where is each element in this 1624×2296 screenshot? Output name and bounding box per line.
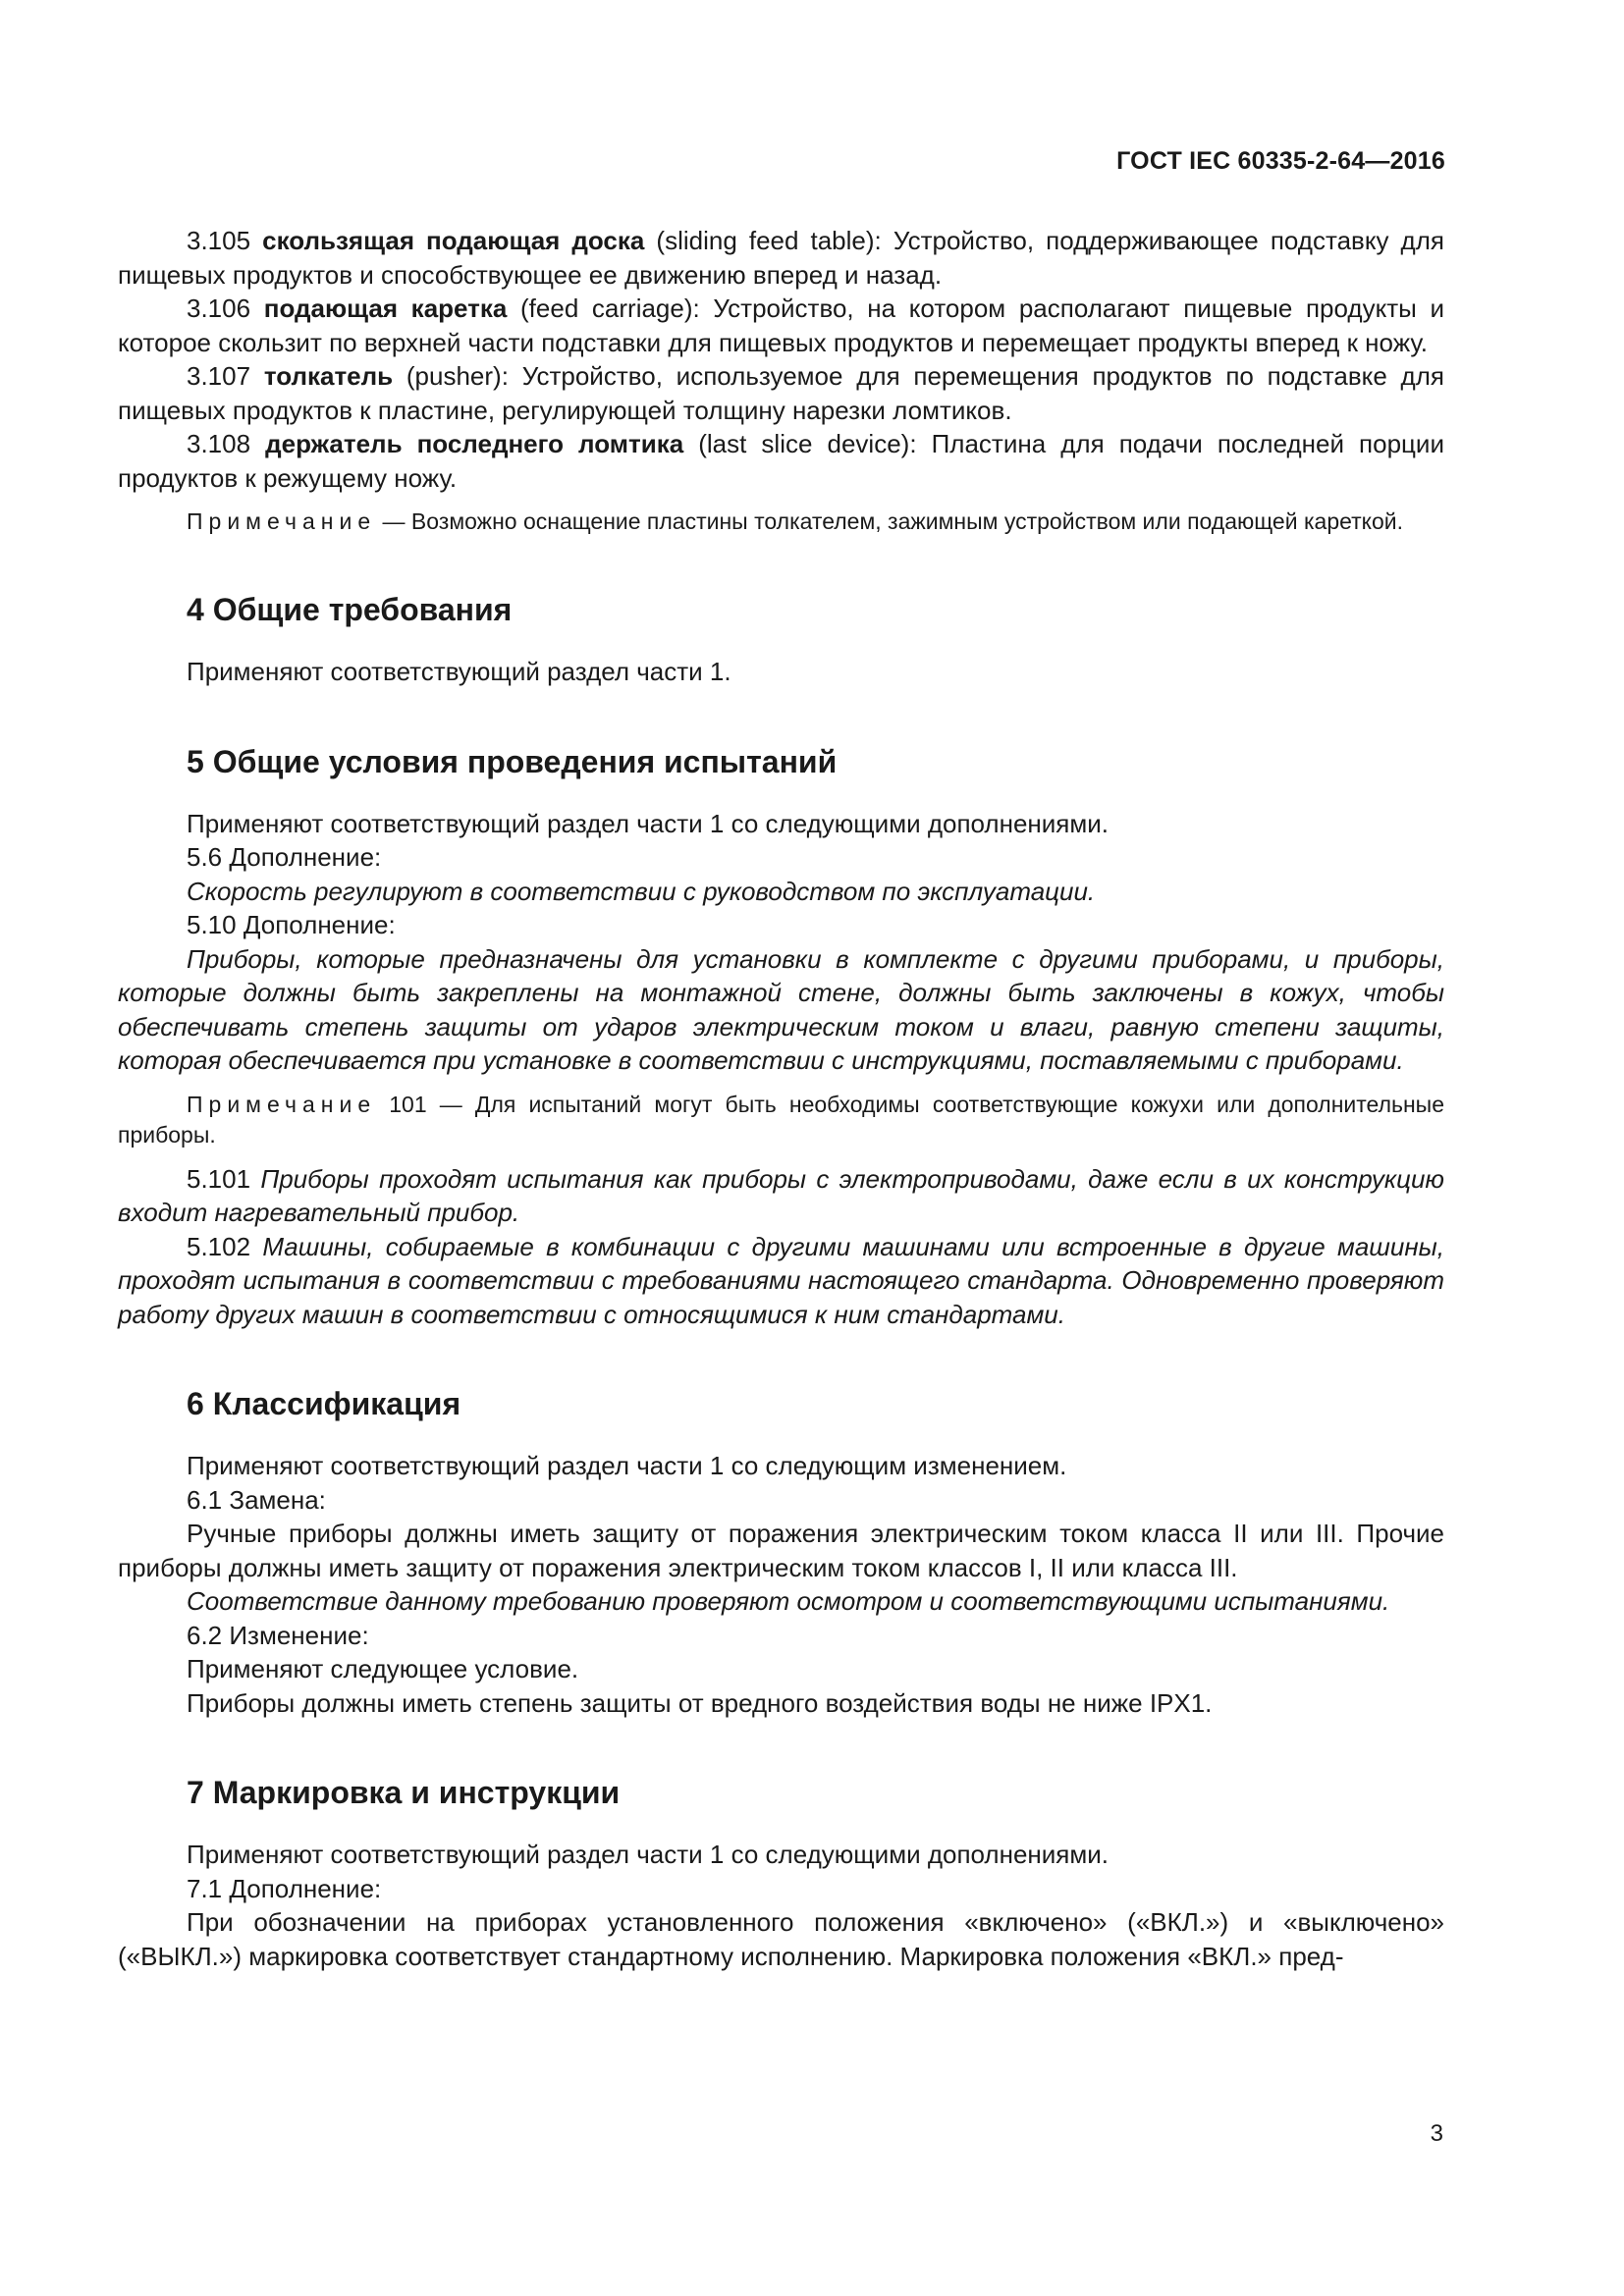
clause-text: Машины, собираемые в комбинации с другими машинами или встроенные в другие машины, проходят испытания в соответствии с требованиями настоящего стандарта. Одновременно проверяют работу других машин в соответствии с относящимися к ним стандартами.: [118, 1231, 1444, 1329]
note-101: [118, 1090, 1444, 1150]
note-text: 101 — Для испытаний могут быть необходимы соответствующие кожухи или дополнительные приборы.: [118, 1091, 1444, 1148]
note-text: — Возможно оснащение пластины толкателем, зажимным устройством или подающей кареткой.: [382, 508, 1404, 534]
definition-number: 3.106: [187, 294, 251, 323]
definition-term: подающая каретка: [263, 294, 508, 323]
clause-5-102: [118, 1230, 1444, 1332]
definition-text: Устройство, используемое для перемещения продуктов по подставке для пищевых продуктов к пластине, регулирующей толщину нарезки ломтиков.: [118, 361, 1444, 425]
note-label: Примечание: [187, 508, 377, 534]
section-7-heading: 7 Маркировка и инструкции: [187, 1775, 621, 1810]
section-7-intro: Применяют соответствующий раздел части 1 со следующими дополнениями.: [187, 1840, 1109, 1869]
definition-term: скользящая подающая доска: [262, 226, 645, 255]
definition-3-105: [118, 224, 1444, 292]
clause-5-6-label: 5.6 Дополнение:: [187, 842, 382, 872]
clause-6-1-label: 6.1 Замена:: [187, 1484, 326, 1515]
definition-text: Устройство, поддерживающее подставку для пищевых продуктов и способствующее ее движению вперед и назад.: [118, 226, 1444, 290]
definition-english: (sliding feed table):: [656, 226, 882, 255]
definition-term: держатель последнего ломтика: [265, 429, 684, 458]
definition-term: толкатель: [263, 361, 394, 391]
definition-number: 3.107: [187, 361, 251, 391]
section-4-heading: 4 Общие требования: [187, 592, 513, 627]
definition-number: 3.105: [187, 226, 251, 255]
section-6-heading: 6 Классификация: [187, 1386, 461, 1421]
clause-6-1-text: Ручные приборы должны иметь защиту от поражения электрическим током класса II или III. Прочие приборы должны иметь защиту от поражения электрическим током классов I, II или класса III.: [118, 1519, 1444, 1582]
section-4-text: Применяют соответствующий раздел части 1.: [187, 657, 731, 686]
page-number: 3: [1430, 2120, 1443, 2147]
definition-english: (last slice device):: [698, 429, 917, 458]
clause-number: 5.101: [187, 1163, 251, 1194]
definition-text: Устройство, на котором располагают пищевые продукты и которое скользит по верхней части подставки для пищевых продуктов и перемещает продукты вперед к ножу.: [118, 294, 1444, 357]
section-5-intro: Применяют соответствующий раздел части 1 со следующими дополнениями.: [187, 808, 1109, 838]
clause-6-2-text-2: Приборы должны иметь степень защиты от вредного воздействия воды не ниже IPX1.: [187, 1687, 1213, 1718]
clause-text: Приборы проходят испытания как приборы с электроприводами, даже если в их конструкцию входит нагревательный прибор.: [118, 1163, 1444, 1227]
clause-6-2-text-1: Применяют следующее условие.: [187, 1654, 579, 1683]
clause-number: 5.102: [187, 1231, 251, 1261]
document-code: ГОСТ IEC 60335-2-64—2016: [1116, 147, 1445, 175]
definition-english: (feed carriage):: [520, 294, 700, 323]
definition-text: Пластина для подачи последней порции продуктов к режущему ножу.: [118, 429, 1444, 493]
section-6-intro: Применяют соответствующий раздел части 1 со следующим изменением.: [187, 1451, 1067, 1480]
definition-english: (pusher):: [406, 361, 509, 391]
note-label: Примечание: [187, 1091, 377, 1117]
definition-number: 3.108: [187, 429, 251, 458]
clause-5-101: [118, 1162, 1444, 1230]
clause-6-2-label: 6.2 Изменение:: [187, 1620, 369, 1650]
definition-3-108: [118, 427, 1444, 495]
definition-3-107: [118, 359, 1444, 427]
clause-5-6-text: Скорость регулируют в соответствии с руководством по эксплуатации.: [187, 876, 1096, 906]
note-section-3: [118, 507, 1444, 537]
clause-5-10-text: Приборы, которые предназначены для установки в комплекте с другими приборами, и приборы, которые должны быть закреплены на монтажной стене, должны быть заключены в кожух, чтобы обеспечивать степень защиты от ударов электрическим током и влаги, равную степени защиты, которая обеспечивается при установке в соответствии с инструкциями, поставляемыми с приборами.: [118, 943, 1444, 1075]
document-body: [118, 224, 1444, 1973]
clause-7-1-text: При обозначении на приборах установленного положения «включено» («ВКЛ.») и «выключено» («ВЫКЛ.») маркировка соответствует стандартному исполнению. Маркировка положения «ВКЛ.» пред-: [118, 1907, 1444, 1971]
clause-7-1-label: 7.1 Дополнение:: [187, 1873, 382, 1903]
clause-6-1-check: Соответствие данному требованию проверяют осмотром и соответствующими испытаниями.: [187, 1586, 1390, 1616]
definition-3-106: [118, 292, 1444, 359]
clause-5-10-label: 5.10 Дополнение:: [187, 910, 396, 939]
section-5-heading: 5 Общие условия проведения испытаний: [187, 743, 838, 779]
